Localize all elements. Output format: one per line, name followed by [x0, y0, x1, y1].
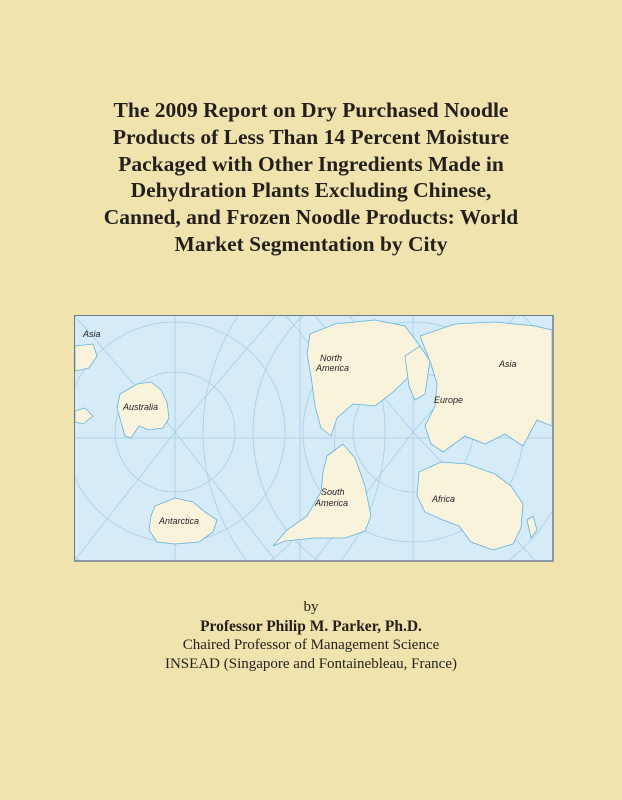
map-label-asia-left: Asia	[83, 329, 101, 339]
title-line-2: Products of Less Than 14 Percent Moisture	[112, 124, 510, 149]
title-line-1: The 2009 Report on Dry Purchased Noodle	[113, 98, 509, 122]
title-line-4: Dehydration Plants Excluding Chinese,	[130, 178, 492, 203]
map-label-asia-right: Asia	[499, 359, 517, 369]
byline-by: by	[303, 599, 319, 615]
map-label-africa: Africa	[432, 494, 456, 504]
map-label-north-america-2: America	[316, 363, 350, 373]
map-label-australia: Australia	[123, 402, 159, 412]
map-label-europe: Europe	[434, 395, 464, 405]
title-line-3: Packaged with Other Ingredients Made in	[118, 151, 504, 176]
map-label-south-america-1: South	[321, 487, 345, 497]
title-line-5: Canned, and Frozen Noodle Products: World	[103, 205, 519, 230]
author-name: Professor Philip M. Parker, Ph.D.	[200, 618, 422, 635]
book-title	[0, 97, 622, 258]
byline	[0, 598, 622, 674]
title-line-6: Market Segmentation by City	[174, 231, 448, 256]
author-position: Chaired Professor of Management Science	[182, 637, 440, 653]
world-map-image	[74, 315, 554, 562]
map-label-south-america-2: America	[315, 498, 349, 508]
author-affiliation: INSEAD (Singapore and Fontainebleau, France)	[164, 656, 457, 672]
map-label-antarctica: Antarctica	[159, 516, 200, 526]
world-map-graphic	[75, 316, 552, 560]
map-label-north-america-1: North	[320, 353, 343, 363]
